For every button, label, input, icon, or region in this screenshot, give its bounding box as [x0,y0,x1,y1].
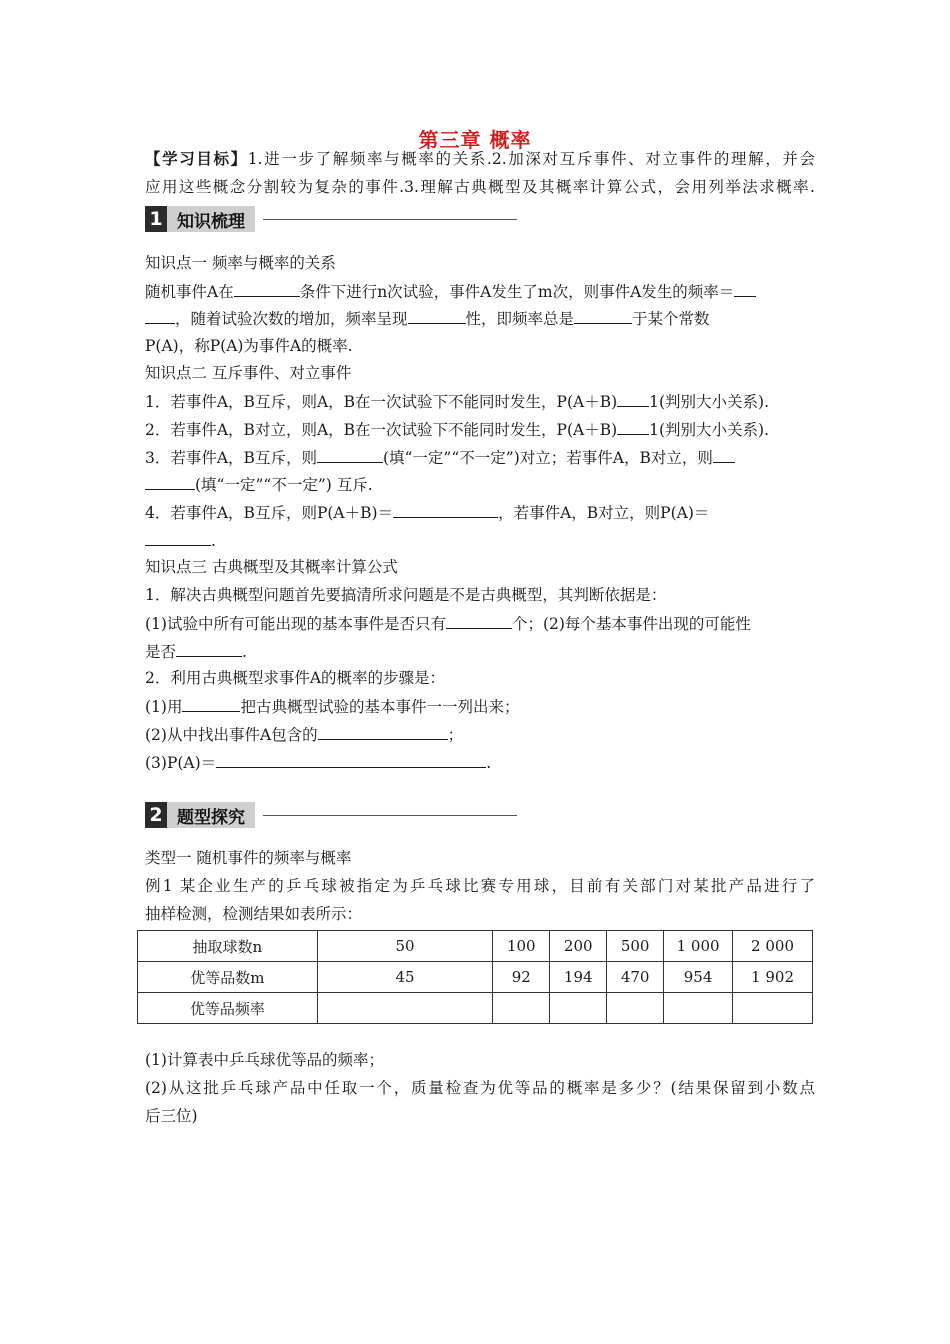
k3-item-1: 1．解决古典概型问题首先要搞清所求问题是不是古典概型，其判断依据是： [145,586,667,604]
goals-line-2: 应用这些概念分割较为复杂的事件.3.理解古典概型及其概率计算公式，会用列举法求概率. [145,178,815,196]
table-cell[interactable] [664,993,733,1024]
sample-table [137,930,813,1024]
goals-line-1 [145,148,815,170]
k3-text: ； [447,726,464,744]
k2-heading: 知识点二 互斥事件、对立事件 [145,364,352,382]
fill-blank[interactable] [145,529,211,546]
k2-text: 3．若事件A，B互斥，则 [145,449,317,467]
section-label: 知识梳理 [167,206,255,232]
k2-item-4-cont [145,529,815,552]
question-2-line-2: 后三位) [145,1107,198,1125]
table-cell: 470 [607,962,664,993]
table-cell: 200 [550,931,607,962]
k2-text: 1．若事件A，B互斥，则A，B在一次试验下不能同时发生，P(A＋B) [145,393,618,411]
k2-text: ，若事件A，B对立，则P(A)＝ [498,504,710,522]
k3-text: 把古典概型试验的基本事件一一列出来； [240,698,520,716]
k2-item-4 [145,501,815,524]
k3-text: . [486,754,492,772]
fill-blank[interactable] [734,280,756,297]
chapter-title: 第三章 概率 [418,128,532,152]
example-line-1: 例1 某企业生产的乒乓球被指定为乒乓球比赛专用球，目前有关部门对某批产品进行了 [145,877,815,895]
section-rule [263,815,517,816]
k3-item-2: 2．利用古典概型求事件A的概率的步骤是： [145,669,446,687]
table-cell[interactable] [550,993,607,1024]
table-row [138,962,813,993]
section-number: 2 [145,802,167,828]
table-cell: 2 000 [733,931,813,962]
table-cell: 优等品数m [138,962,318,993]
k1-text: ，随着试验次数的增加，频率呈现 [175,310,408,328]
section-header-types [145,802,517,828]
type1-heading: 类型一 随机事件的频率与概率 [145,849,352,867]
k3-heading: 知识点三 古典概型及其概率计算公式 [145,558,398,576]
table-cell[interactable] [493,993,550,1024]
k3-step-3 [145,751,815,774]
k3-text: 是否 [145,643,177,661]
k3-text: (3)P(A)＝ [145,754,217,772]
k2-text: 4．若事件A，B互斥，则P(A＋B)＝ [145,504,394,522]
k3-text: (1)试验中所有可能出现的基本事件是否只有 [145,615,446,633]
fill-blank[interactable] [446,612,512,629]
k2-text: 2．若事件A，B对立，则A，B在一次试验下不能同时发生，P(A＋B) [145,421,618,439]
k3-step-1 [145,695,815,718]
section-number: 1 [145,206,167,232]
table-cell: 45 [317,962,493,993]
goals-text-1: 1.进一步了解频率与概率的关系.2.加深对互斥事件、对立事件的理解，并会 [247,150,815,168]
k3-item-1b [145,640,815,663]
table-cell: 50 [317,931,493,962]
table-cell: 优等品频率 [138,993,318,1024]
k1-text: 于某个常数 [632,310,710,328]
fill-blank[interactable] [182,695,240,712]
fill-blank[interactable] [176,640,242,657]
table-cell: 954 [664,962,733,993]
table-row [138,993,813,1024]
fill-blank[interactable] [234,280,300,297]
k1-text: 随机事件A在 [145,283,234,301]
k1-heading: 知识点一 频率与概率的关系 [145,254,336,272]
fill-blank[interactable] [617,390,649,407]
k2-text: . [211,532,216,550]
section-label: 题型探究 [167,802,255,828]
k2-text: 1(判别大小关系). [649,393,770,411]
k3-item-1a [145,612,815,635]
k1-text: 条件下进行n次试验，事件A发生了m次，则事件A发生的频率＝ [299,283,735,301]
table-cell: 100 [493,931,550,962]
question-2-line-1: (2)从这批乒乓球产品中任取一个，质量检查为优等品的概率是多少？(结果保留到小数点 [145,1079,815,1097]
fill-blank[interactable] [393,501,498,518]
fill-blank[interactable] [408,307,466,324]
k2-item-2 [145,418,815,441]
table-cell: 194 [550,962,607,993]
section-header-knowledge [145,206,517,232]
table-row [138,931,813,962]
k2-item-1 [145,390,815,413]
k2-item-3-cont [145,473,815,496]
fill-blank[interactable] [317,446,383,463]
example-line-2: 抽样检测，检测结果如表所示： [145,905,363,923]
k1-line-2 [145,307,815,330]
table-cell: 1 902 [733,962,813,993]
table-cell: 92 [493,962,550,993]
table-cell: 500 [607,931,664,962]
table-cell: 1 000 [664,931,733,962]
k3-text: (2)从中找出事件A包含的 [145,726,318,744]
k2-text: (填“一定”“不一定”)对立；若事件A，B对立，则 [382,449,713,467]
table-cell: 抽取球数n [138,931,318,962]
goals-label: 【学习目标】 [145,150,248,168]
k3-text: . [242,643,247,661]
k2-text: (填“一定”“不一定”) 互斥. [195,476,373,494]
fill-blank[interactable] [713,446,735,463]
question-1: (1)计算表中乒乓球优等品的频率； [145,1051,384,1069]
table-cell[interactable] [733,993,813,1024]
fill-blank[interactable] [216,751,486,768]
fill-blank[interactable] [617,418,649,435]
fill-blank[interactable] [145,307,175,324]
k2-item-3 [145,446,815,469]
section-rule [263,219,517,220]
k3-step-2 [145,723,815,746]
fill-blank[interactable] [574,307,632,324]
table-cell[interactable] [607,993,664,1024]
k1-line-1 [145,280,815,303]
k1-line-3: P(A)，称P(A)为事件A的概率. [145,337,353,355]
k2-text: 1(判别大小关系). [649,421,770,439]
table-cell[interactable] [317,993,493,1024]
fill-blank[interactable] [318,723,448,740]
k3-text: 个；(2)每个基本事件出现的可能性 [511,615,751,633]
k1-text: 性，即频率总是 [465,310,575,328]
fill-blank[interactable] [145,473,195,490]
k3-text: (1)用 [145,698,183,716]
